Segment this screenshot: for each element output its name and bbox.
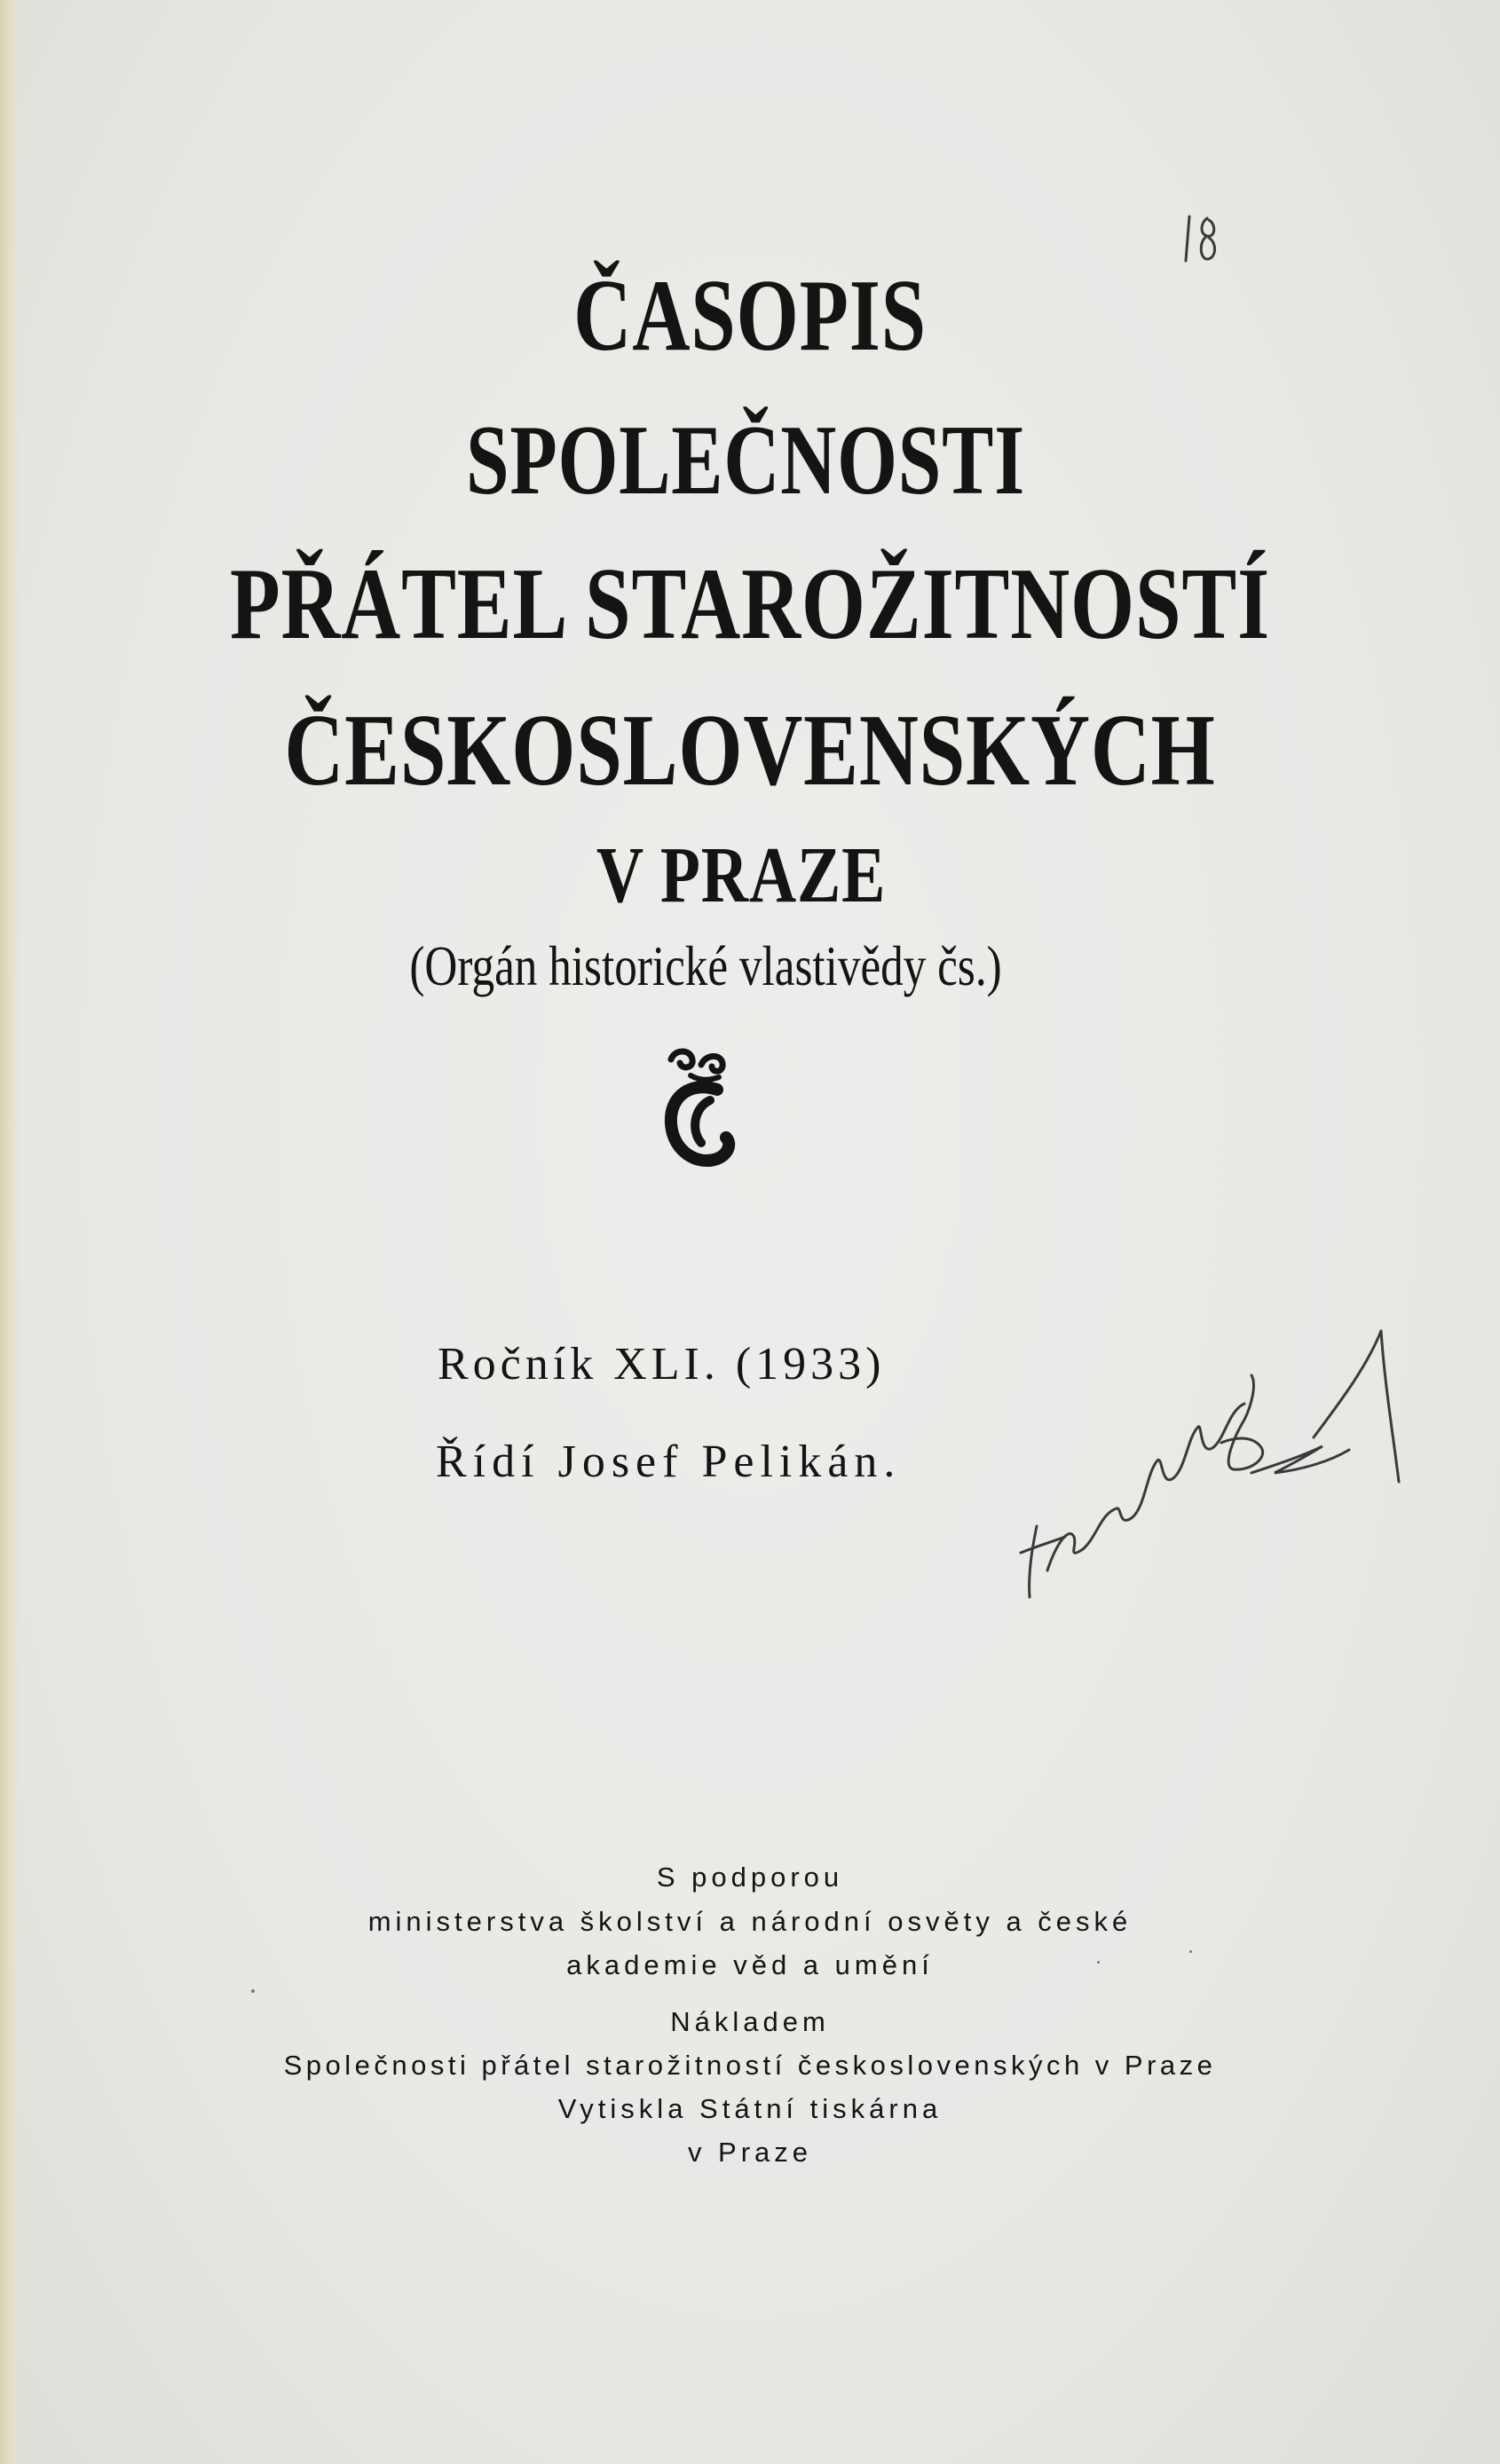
- paper-speck: [251, 1989, 255, 1993]
- imprint-line-5: Společnosti přátel starožitností československých v Praze: [283, 2050, 1217, 2081]
- imprint-line-1: S podporou: [656, 1862, 844, 1893]
- volume-info: Ročník XLI. (1933): [438, 1339, 886, 1389]
- imprint-line-6: Vytiskla Státní tiskárna: [557, 2093, 943, 2124]
- imprint-line-3: akademie věd a umění: [566, 1949, 934, 1980]
- imprint-line-7: v Praze: [687, 2137, 813, 2168]
- paper-speck: [1097, 1961, 1100, 1964]
- journal-title-line-4: ČESKOSLOVENSKÝCH: [284, 694, 1216, 807]
- journal-title-line-2: SPOLEČNOSTI: [466, 405, 1025, 516]
- journal-subtitle: (Orgán historické vlastivědy čs.): [409, 934, 1002, 997]
- paper-speck: [1189, 1950, 1192, 1953]
- editor-info: Řídí Josef Pelikán.: [436, 1437, 902, 1487]
- journal-title-line-3: PŘÁTEL STAROŽITNOSTÍ: [229, 547, 1271, 661]
- handwritten-signature: [1012, 1304, 1429, 1615]
- imprint-line-2: ministerstva školství a národní osvěty a české: [367, 1906, 1133, 1937]
- imprint-line-4: Nákladem: [670, 2006, 830, 2037]
- ornamental-emblem-icon: [655, 1045, 744, 1178]
- journal-title-line-5: V PRAZE: [596, 831, 887, 919]
- journal-title-line-1: ČASOPIS: [573, 259, 927, 373]
